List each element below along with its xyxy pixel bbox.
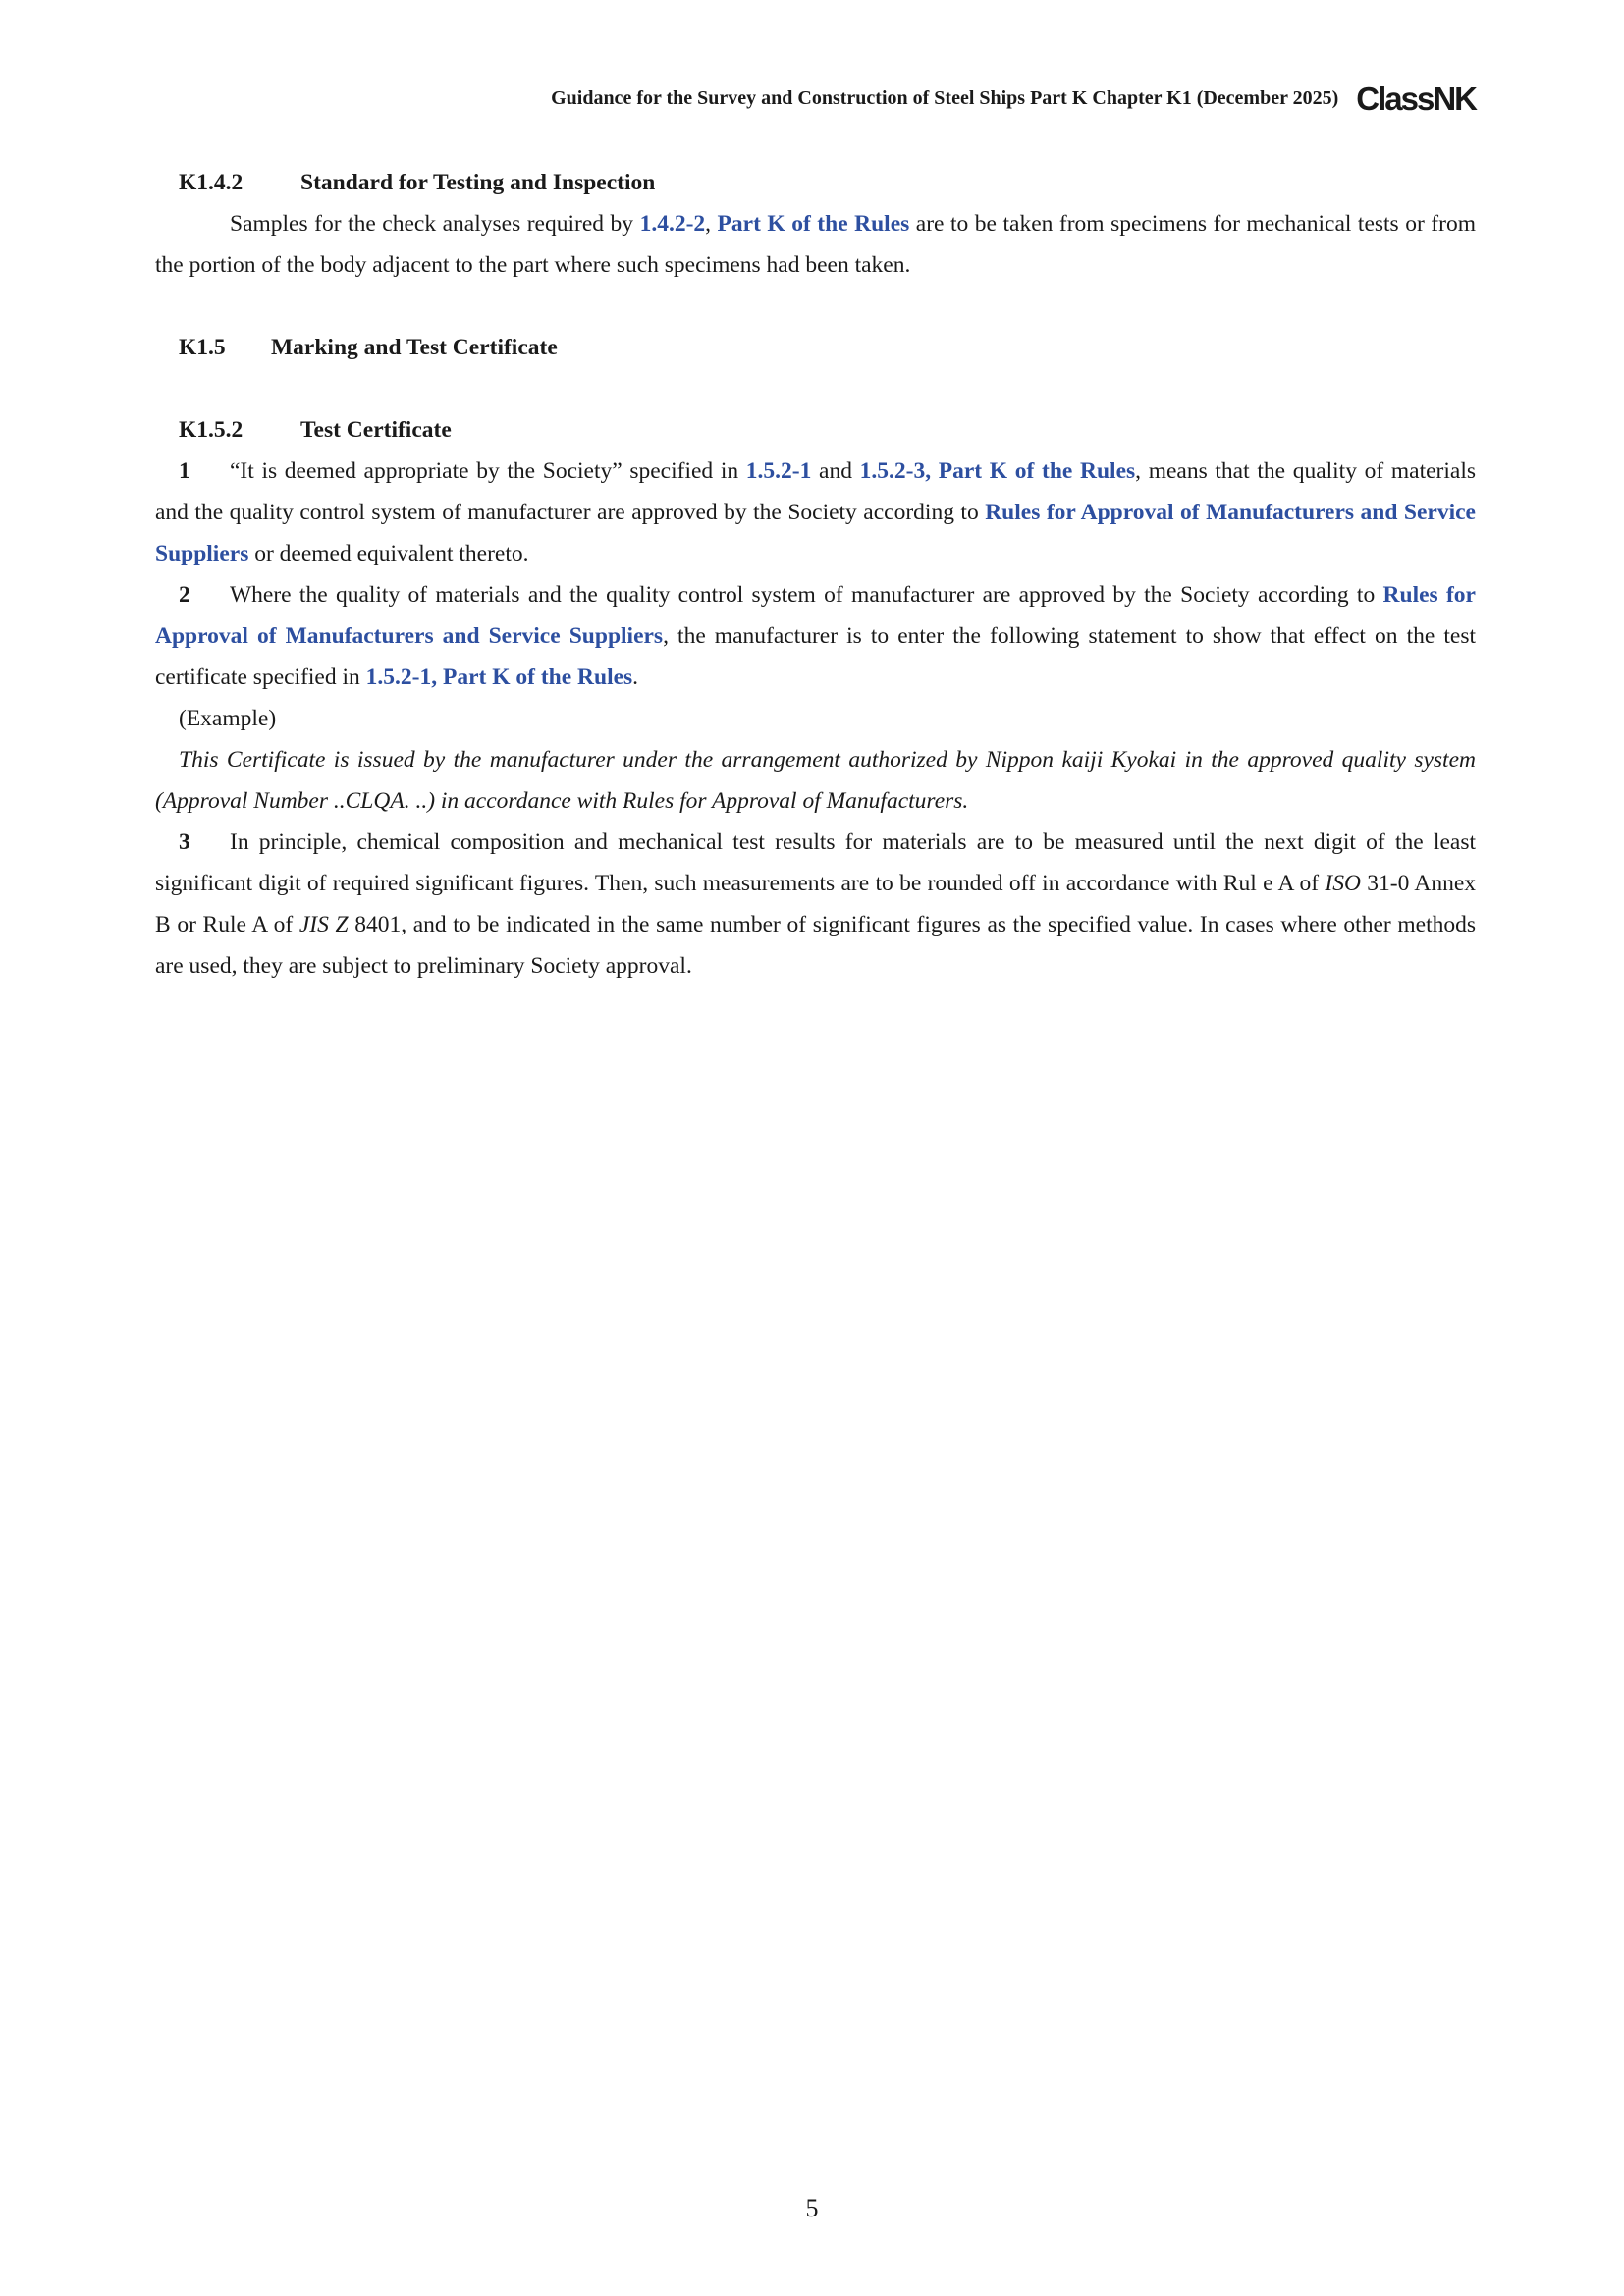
heading-title: Test Certificate bbox=[300, 417, 452, 443]
header-title: Guidance for the Survey and Construction of Steel Ships Part K Chapter K1 (December 2025) bbox=[551, 86, 1339, 109]
heading-number: K1.5 bbox=[179, 335, 226, 360]
text-run: or deemed equivalent thereto. bbox=[248, 541, 529, 566]
item-number: 2 bbox=[179, 582, 190, 608]
heading-k142 bbox=[155, 162, 1476, 203]
paragraph-k142 bbox=[155, 203, 1476, 286]
heading-k152 bbox=[155, 409, 1476, 451]
text-run: 31-0 Annex B or Rule A of bbox=[155, 871, 1477, 937]
reference-link[interactable]: Part K of the Rules bbox=[717, 211, 910, 237]
heading-number: K1.4.2 bbox=[179, 170, 244, 195]
heading-title: Standard for Testing and Inspection bbox=[300, 170, 656, 195]
text-run: 8401, and to be indicated in the same number of significant figures as the specified value. In cases where other methods are used, they are subject to preliminary Society approval. bbox=[155, 912, 1476, 979]
text-run: “It is deemed appropriate by the Society” specified in bbox=[230, 458, 746, 484]
standard-name: ISO bbox=[1325, 871, 1361, 896]
example-statement: This Certificate is issued by the manufacturer under the arrangement authorized by Nippon kaiji Kyokai in the approved quality system (Approval Number ..CLQA. ..) in accordance with Rules for Approval of Manufacturers. bbox=[155, 747, 1476, 814]
text-run: are to be taken from specimens for mechanical tests or from the portion of the body adjacent to the part where such specimens had been taken. bbox=[155, 211, 1476, 278]
heading-number: K1.5.2 bbox=[179, 417, 244, 443]
reference-link[interactable]: Rules for Approval of Manufacturers and Service Suppliers bbox=[155, 582, 1476, 649]
heading-k15 bbox=[155, 327, 1476, 368]
reference-link[interactable]: Rules for Approval of Manufacturers and Service Suppliers bbox=[155, 500, 1476, 566]
text-run: . bbox=[632, 665, 639, 690]
list-item-3 bbox=[155, 822, 1476, 987]
text-run: Where the quality of materials and the quality control system of manufacturer are approved by the Society according to bbox=[230, 582, 1383, 608]
page-header bbox=[155, 79, 1476, 118]
page-number: 5 bbox=[805, 2194, 819, 2222]
document-body bbox=[155, 162, 1476, 987]
heading-title: Marking and Test Certificate bbox=[271, 335, 558, 360]
text-run: , means that the quality of materials and the quality control system of manufacturer are approved by the Society according to bbox=[155, 458, 1477, 525]
item-number: 1 bbox=[179, 458, 190, 484]
example-label: (Example) bbox=[179, 706, 277, 731]
text-run: , bbox=[705, 211, 718, 237]
text-run: In principle, chemical composition and mechanical test results for materials are to be measured until the next digit of the least significant digit of required significant figures. Then, such measurements are to be rounded off in accordance with Rul e A of bbox=[155, 829, 1476, 896]
reference-link[interactable]: 1.5.2-1 bbox=[745, 458, 812, 484]
list-item-1 bbox=[155, 451, 1476, 574]
standard-name: JIS Z bbox=[298, 912, 349, 937]
text-run: , the manufacturer is to enter the following statement to show that effect on the test certificate specified in bbox=[155, 623, 1476, 690]
text-run: and bbox=[811, 458, 860, 484]
reference-link[interactable]: 1.5.2-1, Part K of the Rules bbox=[365, 665, 633, 690]
item-number: 3 bbox=[179, 829, 190, 855]
list-item-2 bbox=[155, 574, 1476, 698]
classnk-logo: ClassNK bbox=[1356, 80, 1476, 117]
reference-link[interactable]: 1.4.2-2 bbox=[639, 211, 706, 237]
text-run: Samples for the check analyses required by bbox=[230, 211, 640, 237]
reference-link[interactable]: 1.5.2-3, Part K of the Rules bbox=[859, 458, 1136, 484]
